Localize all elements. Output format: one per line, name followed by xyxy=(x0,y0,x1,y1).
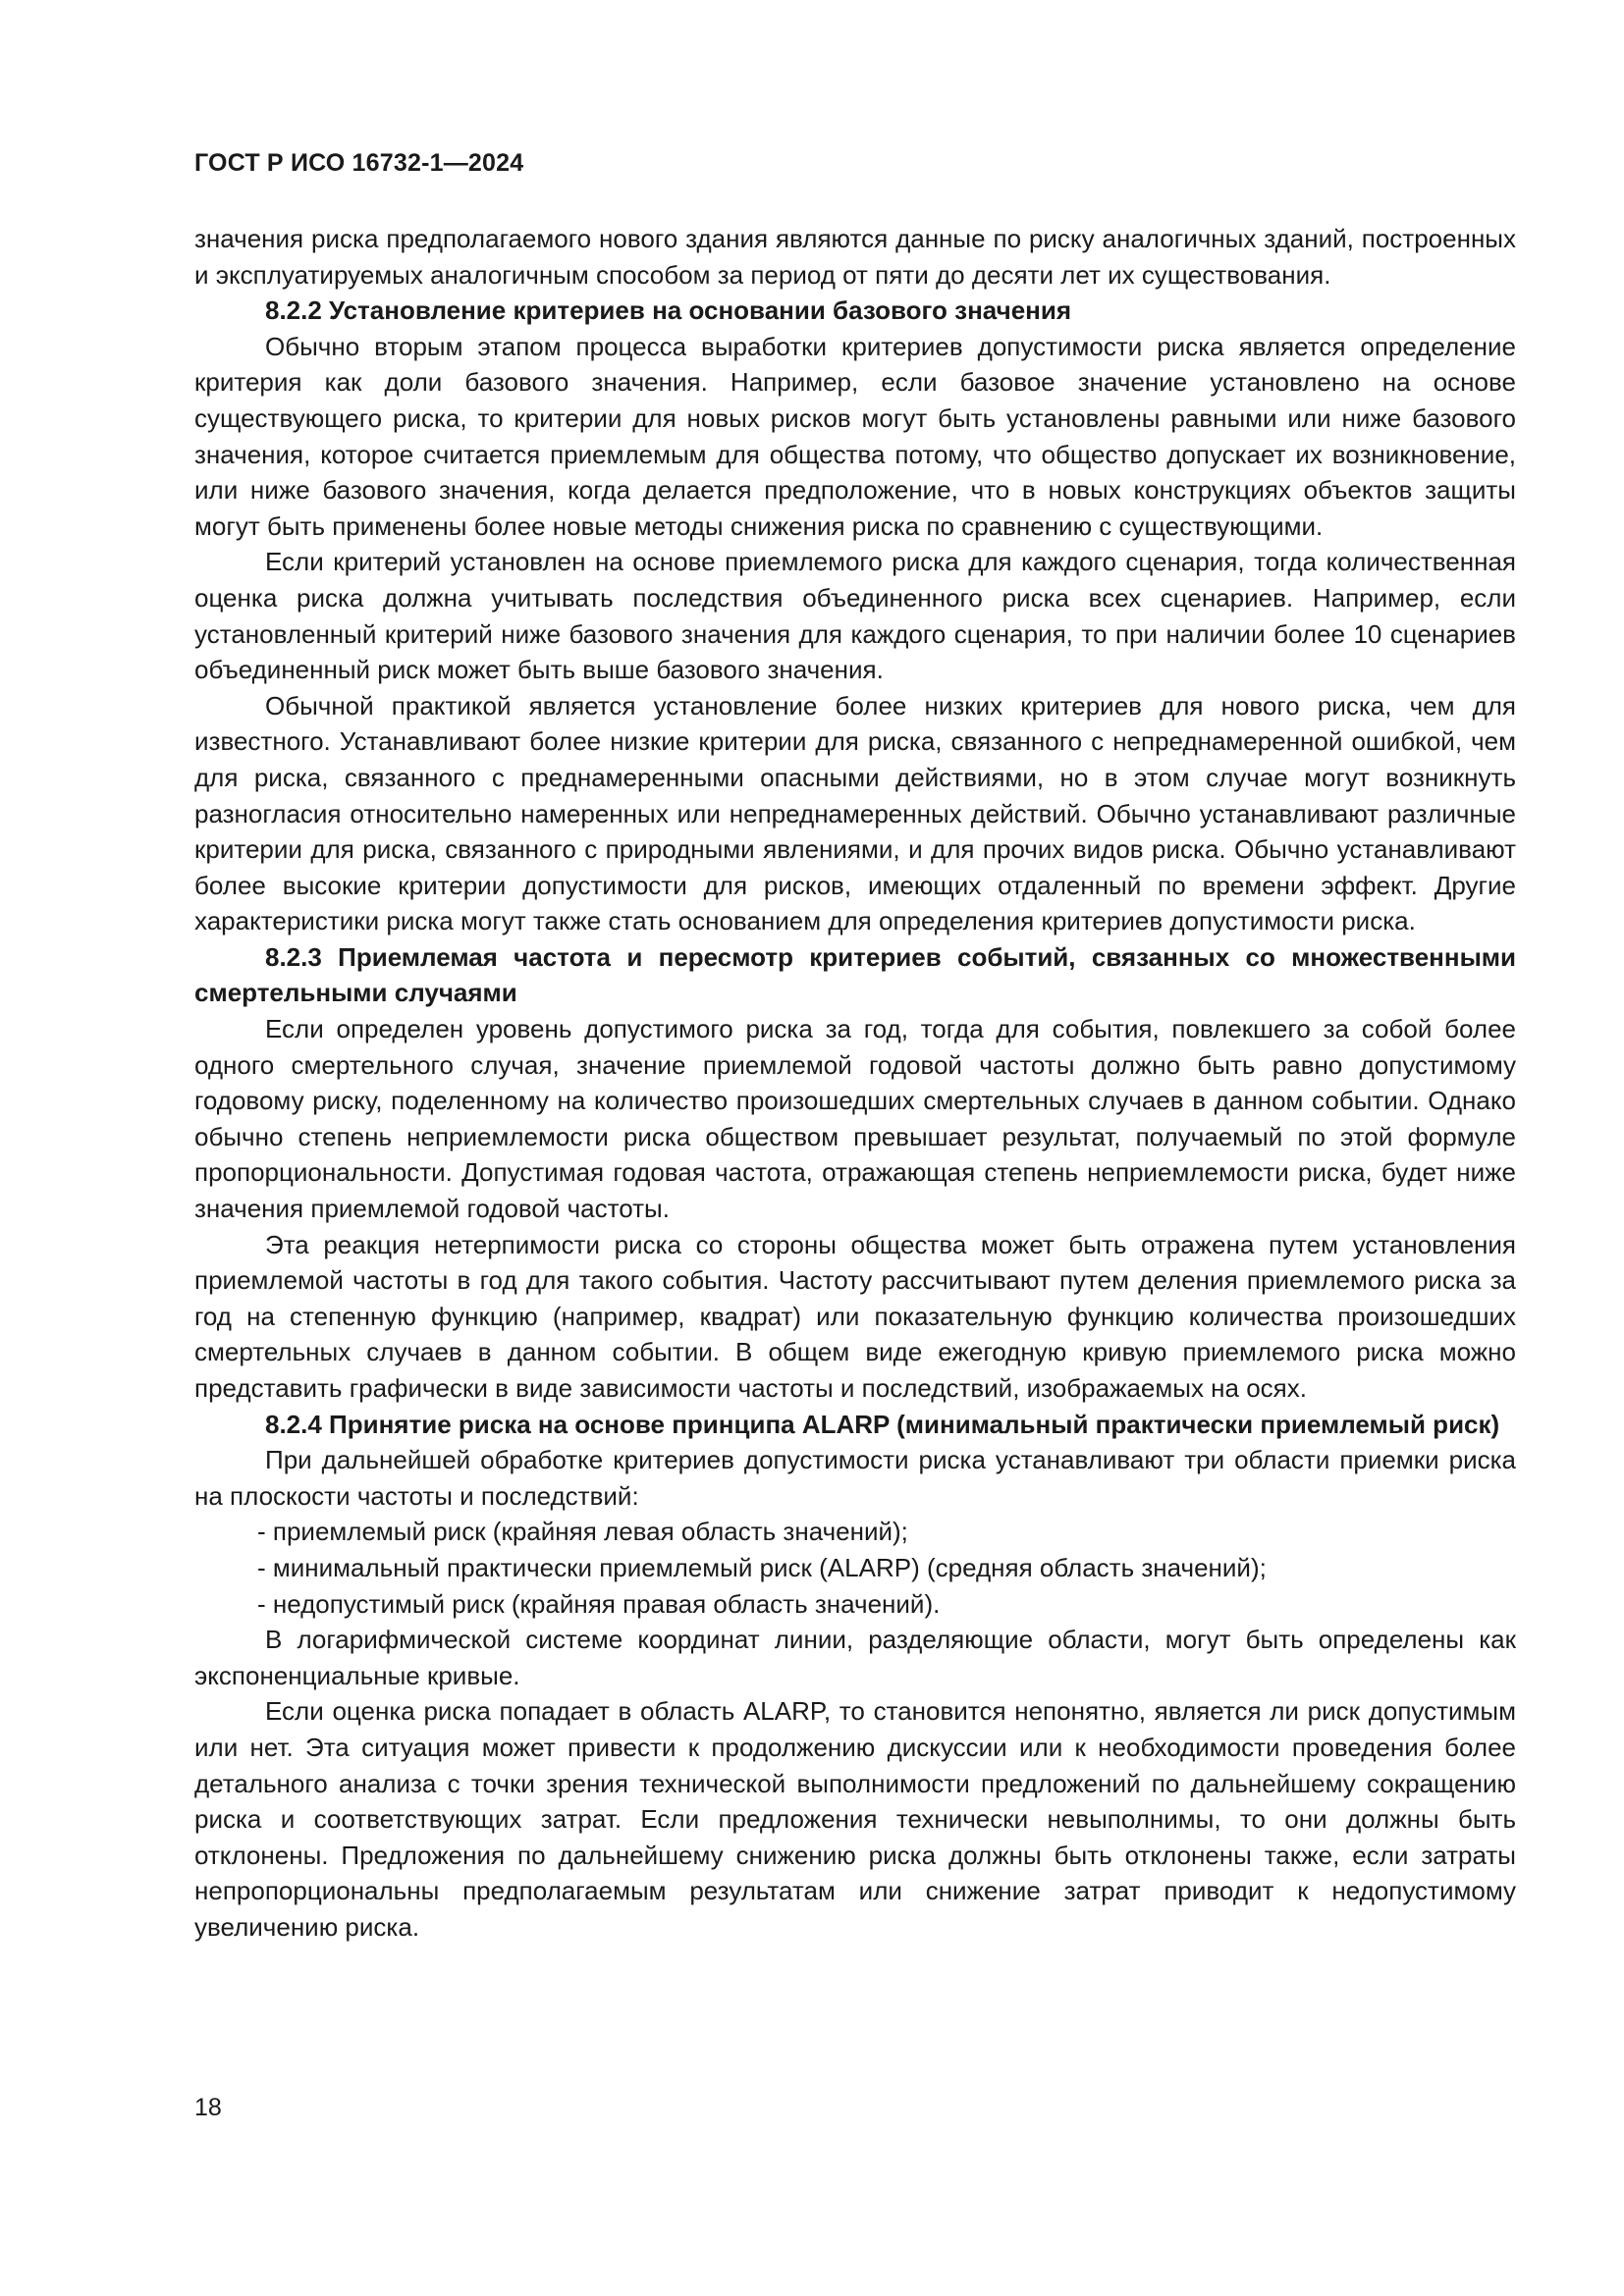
paragraph: В логарифмической системе координат линии, разделяющие области, могут быть определены как экспоненциальные кривые. xyxy=(194,1625,1516,1690)
list-item: - приемлемый риск (крайняя левая область значений); xyxy=(257,1517,908,1547)
section-heading-8-2-3: 8.2.3 Приемлемая частота и пересмотр критериев событий, связанных со множественными смертельными случаями xyxy=(194,941,1516,1008)
body-text xyxy=(194,221,1516,1946)
paragraph: Если критерий установлен на основе приемлемого риска для каждого сценария, тогда количественная оценка риска должна учитывать последствия объединенного риска всех сценариев. Например, если установленный критерий ниже базового значения для каждого сценария, то при наличии более 10 сценариев объединенный риск может быть выше базового значения. xyxy=(194,547,1516,685)
paragraph: Обычно вторым этапом процесса выработки критериев допустимости риска является определение критерия как доли базового значения. Например, если базовое значение установлено на основе существующего риска, то критерии для новых рисков могут быть установлены равными или ниже базового значения, которое считается приемлемым для общества потому, что общество допускает их возникновение, или ниже базового значения, когда делается предположение, что в новых конструкциях объектов защиты могут быть применены более новые методы снижения риска по сравнению с существующими. xyxy=(194,331,1516,541)
page-number: 18 xyxy=(194,2094,222,2121)
paragraph: Если оценка риска попадает в область ALARP, то становится непонятно, является ли риск допустимым или нет. Эта ситуация может привести к продолжению дискуссии или к необходимости проведения более детального анализа с точки зрения технической выполнимости предложений по дальнейшему сокращению риска и соответствующих затрат. Если предложения технически невыполнимы, то они должны быть отклонены. Предложения по дальнейшему снижению риска должны быть отклонены также, если затраты непропорциональны предполагаемым результатам или снижение затрат приводит к недопустимому увеличению риска. xyxy=(194,1696,1516,1942)
paragraph-continuation: значения риска предполагаемого нового здания являются данные по риску аналогичных зданий, построенных и эксплуатируемых аналогичным способом за период от пяти до десяти лет их существования. xyxy=(194,224,1516,290)
section-heading-8-2-4: 8.2.4 Принятие риска на основе принципа ALARP (минимальный практически приемлемый риск) xyxy=(265,1409,1500,1439)
list-item: - минимальный практически приемлемый риск (ALARP) (средняя область значений); xyxy=(257,1552,1267,1582)
paragraph: Если определен уровень допустимого риска за год, тогда для события, повлекшего за собой более одного смертельного случая, значение приемлемой годовой частоты должно быть равно допустимому годовому риску, поделенному на количество произошедших смертельных случаев в данном событии. Однако обычно степень неприемлемости риска обществом превышает результат, получаемый по этой формуле пропорциональности. Допустимая годовая частота, отражающая степень неприемлемости риска, будет ниже значения приемлемой годовой частоты. xyxy=(194,1014,1516,1224)
document-code-header: ГОСТ Р ИСО 16732-1—2024 xyxy=(194,149,524,177)
list-item: - недопустимый риск (крайняя правая область значений). xyxy=(257,1588,941,1619)
paragraph: Обычной практикой является установление более низких критериев для нового риска, чем для известного. Устанавливают более низкие критерии для риска, связанного с непреднамеренной ошибкой, чем для риска, связанного с преднамеренными опасными действиями, но в этом случае могут возникнуть разногласия относительно намеренных или непреднамеренных действий. Обычно устанавливают различные критерии для риска, связанного с природными явлениями, и для прочих видов риска. Обычно устанавливают более высокие критерии допустимости для рисков, имеющих отдаленный по времени эффект. Другие характеристики риска могут также стать основанием для определения критериев допустимости риска. xyxy=(194,690,1516,936)
paragraph: При дальнейшей обработке критериев допустимости риска устанавливают три области приемки риска на плоскости частоты и последствий: xyxy=(194,1445,1516,1511)
paragraph: Эта реакция нетерпимости риска со стороны общества может быть отражена путем установления приемлемой частоты в год для такого события. Частоту рассчитывают путем деления приемлемого риска за год на степенную функцию (например, квадрат) или показательную функцию количества произошедших смертельных случаев в данном событии. В общем виде ежегодную кривую приемлемого риска можно представить графически в виде зависимости частоты и последствий, изображаемых на осях. xyxy=(194,1229,1516,1403)
section-heading-8-2-2: 8.2.2 Установление критериев на основании базового значения xyxy=(265,295,1072,326)
